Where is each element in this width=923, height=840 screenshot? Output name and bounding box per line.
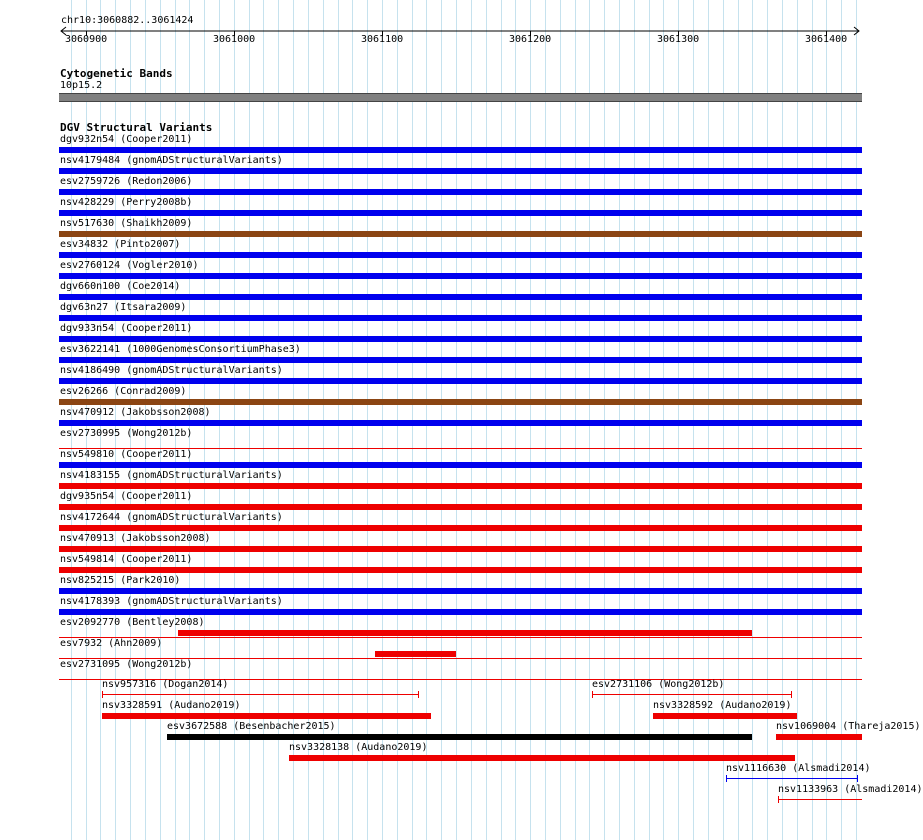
variant-bar[interactable] [178, 630, 752, 636]
variant-end-cap [726, 775, 727, 782]
variant-label[interactable]: esv26266 (Conrad2009) [60, 386, 187, 397]
variant-label[interactable]: nsv1069004 (Thareja2015) [776, 721, 921, 732]
variant-label[interactable]: esv3672588 (Besenbacher2015) [167, 721, 336, 732]
dgv-track-title: DGV Structural Variants [60, 121, 213, 134]
variant-bar[interactable] [592, 694, 792, 695]
variant-label[interactable]: dgv63n27 (Itsara2009) [60, 302, 187, 313]
variant-label[interactable]: dgv932n54 (Cooper2011) [60, 134, 193, 145]
variant-label[interactable]: nsv4186490 (gnomADStructuralVariants) [60, 365, 283, 376]
variant-label[interactable]: esv2731106 (Wong2012b) [592, 679, 725, 690]
variant-bar[interactable] [59, 420, 862, 426]
variant-bar[interactable] [59, 168, 862, 174]
ruler-tick-label: 3061400 [805, 34, 848, 45]
variant-bar[interactable] [59, 504, 862, 510]
ruler-tick-label: 3061100 [361, 34, 404, 45]
variant-label[interactable]: nsv4183155 (gnomADStructuralVariants) [60, 470, 283, 481]
variant-label[interactable]: nsv517630 (Shaikh2009) [60, 218, 193, 229]
variant-bar[interactable] [59, 462, 862, 468]
cytoband-bar[interactable] [59, 93, 862, 102]
variant-bar[interactable] [726, 778, 858, 779]
variant-bar[interactable] [102, 713, 431, 719]
variant-end-cap [592, 691, 593, 698]
variant-bar[interactable] [59, 315, 862, 321]
variant-bar[interactable] [59, 546, 862, 552]
variant-bar[interactable] [59, 147, 862, 153]
ruler-tick-label: 3061300 [657, 34, 700, 45]
variant-label[interactable]: nsv825215 (Park2010) [60, 575, 181, 586]
variant-bar[interactable] [776, 734, 862, 740]
variant-end-cap [791, 691, 792, 698]
variant-bar[interactable] [59, 273, 862, 279]
variant-bar[interactable] [59, 252, 862, 258]
variant-label[interactable]: esv2092770 (Bentley2008) [60, 617, 205, 628]
ruler-tick-label: 3060900 [65, 34, 108, 45]
variant-label[interactable]: nsv4179484 (gnomADStructuralVariants) [60, 155, 283, 166]
location-label: chr10:3060882..3061424 [61, 15, 194, 26]
variant-end-cap [857, 775, 858, 782]
variant-bar[interactable] [59, 399, 862, 405]
variant-label[interactable]: nsv4178393 (gnomADStructuralVariants) [60, 596, 283, 607]
variant-label[interactable]: esv3622141 (1000GenomesConsortiumPhase3) [60, 344, 301, 355]
variant-bar[interactable] [59, 189, 862, 195]
variant-label[interactable]: dgv935n54 (Cooper2011) [60, 491, 193, 502]
variant-bar[interactable] [59, 483, 862, 489]
variant-label[interactable]: nsv470913 (Jakobsson2008) [60, 533, 211, 544]
variant-bar[interactable] [102, 694, 419, 695]
variant-bar[interactable] [289, 755, 795, 761]
variant-bar[interactable] [59, 609, 862, 615]
variant-bar[interactable] [778, 799, 862, 800]
variant-label[interactable]: nsv957316 (Dogan2014) [102, 679, 229, 690]
variant-bar[interactable] [59, 378, 862, 384]
variant-label[interactable]: nsv3328592 (Audano2019) [653, 700, 792, 711]
variant-bar[interactable] [167, 734, 752, 740]
variant-label[interactable]: esv2760124 (Vogler2010) [60, 260, 199, 271]
variant-label[interactable]: nsv549810 (Cooper2011) [60, 449, 193, 460]
variant-label[interactable]: esv2730995 (Wong2012b) [60, 428, 193, 439]
variant-label[interactable]: nsv3328591 (Audano2019) [102, 700, 241, 711]
ruler-tick-label: 3061000 [213, 34, 256, 45]
variant-bar[interactable] [59, 588, 862, 594]
variant-label[interactable]: esv2731095 (Wong2012b) [60, 659, 193, 670]
variant-label[interactable]: dgv660n100 (Coe2014) [60, 281, 181, 292]
variant-label[interactable]: esv34832 (Pinto2007) [60, 239, 181, 250]
variant-end-cap [102, 691, 103, 698]
variant-label[interactable]: nsv1133963 (Alsmadi2014) [778, 784, 923, 795]
cytoband-label: 10p15.2 [60, 80, 103, 91]
variant-bar[interactable] [375, 651, 456, 657]
variant-bar[interactable] [59, 231, 862, 237]
variant-bar[interactable] [59, 567, 862, 573]
variant-label[interactable]: nsv1116630 (Alsmadi2014) [726, 763, 871, 774]
variant-bar[interactable] [653, 713, 797, 719]
variant-bar[interactable] [59, 294, 862, 300]
variant-label[interactable]: nsv549814 (Cooper2011) [60, 554, 193, 565]
variant-label[interactable]: esv2759726 (Redon2006) [60, 176, 193, 187]
variant-end-cap [418, 691, 419, 698]
variant-end-cap [778, 796, 779, 803]
variant-label[interactable]: dgv933n54 (Cooper2011) [60, 323, 193, 334]
variant-bar[interactable] [59, 525, 862, 531]
ruler-axis [0, 24, 890, 64]
variant-bar[interactable] [59, 357, 862, 363]
variant-label[interactable]: esv7932 (Ahn2009) [60, 638, 163, 649]
variant-bar[interactable] [59, 210, 862, 216]
ruler-tick-label: 3061200 [509, 34, 552, 45]
variant-label[interactable]: nsv4172644 (gnomADStructuralVariants) [60, 512, 283, 523]
variant-label[interactable]: nsv470912 (Jakobsson2008) [60, 407, 211, 418]
variant-label[interactable]: nsv428229 (Perry2008b) [60, 197, 193, 208]
variant-bar[interactable] [59, 336, 862, 342]
cytoband-track-title: Cytogenetic Bands [60, 67, 173, 80]
variant-label[interactable]: nsv3328138 (Audano2019) [289, 742, 428, 753]
variant-baseline [59, 637, 862, 638]
